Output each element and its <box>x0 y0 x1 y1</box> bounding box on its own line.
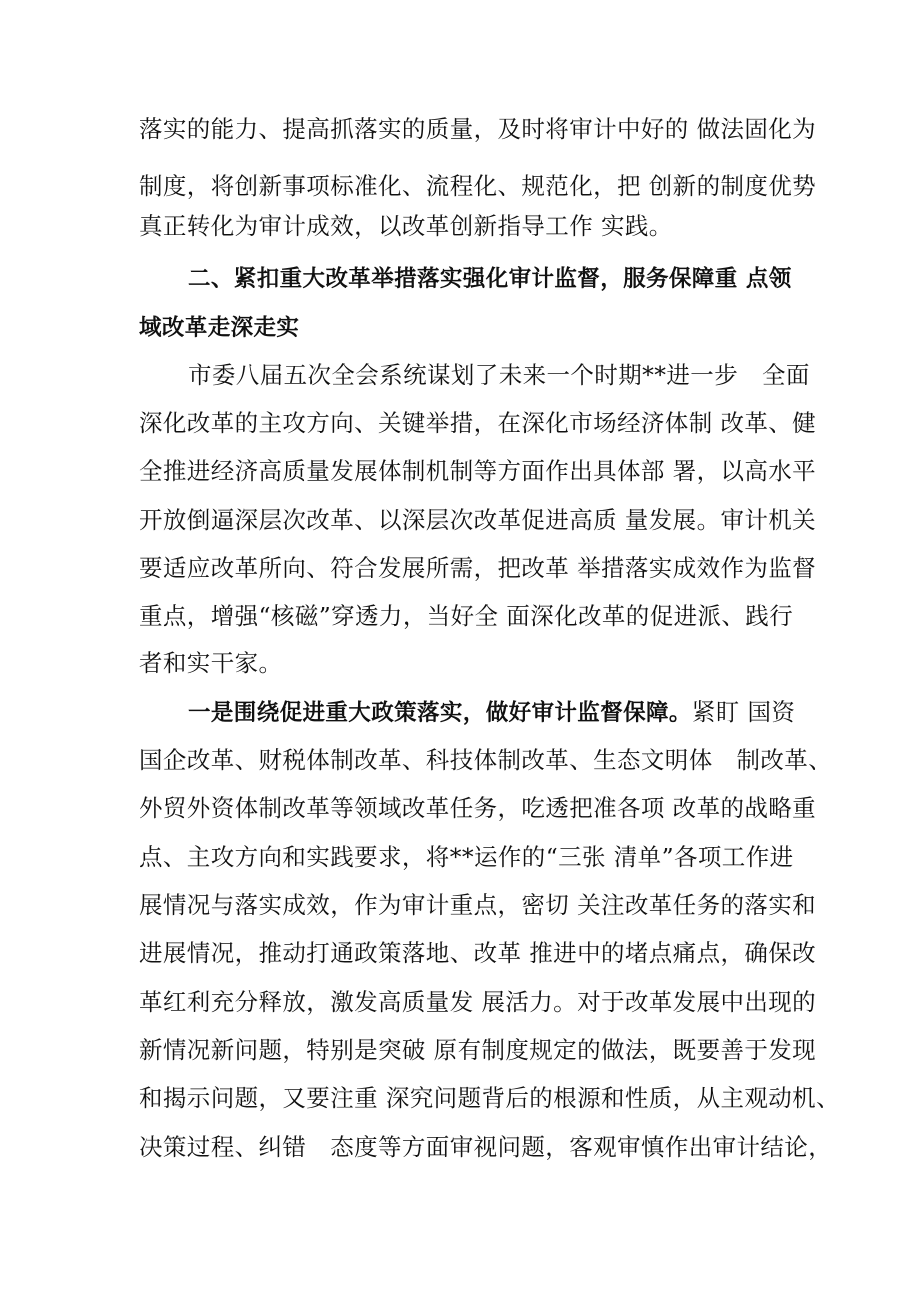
body-text-line: 革红利充分释放，激发高质量发 展活力。对于改革发展中出现的 <box>139 988 817 1016</box>
paragraph-lead-rest: 紧盯 国资 <box>691 698 796 726</box>
body-text-line: 者和实干家。 <box>139 649 283 677</box>
section-heading-line: 二、紧扣重大改革举措落实强化审计监督，服务保障重 点领 <box>188 266 792 292</box>
section-heading-line: 域改革走深走实 <box>139 315 300 341</box>
body-text-line: 落实的能力、提高抓落实的质量，及时将审计中好的 做法固化为 <box>139 115 817 143</box>
body-text-line: 和揭示问题，又要注重 深究问题背后的根源和性质，从主观动机、 <box>139 1084 840 1112</box>
paragraph-lead-bold: 一是围绕促进重大政策落实，做好审计监督保障。 <box>188 700 692 726</box>
body-text-line: 全推进经济高质量发展体制机制等方面作出具体部 署，以高水平 <box>139 457 817 485</box>
body-text-line: 国企改革、财税体制改革、科技体制改革、生态文明体 制改革、 <box>139 746 833 774</box>
body-text-line: 真正转化为审计成效，以改革创新指导工作 实践。 <box>139 212 673 240</box>
body-text-line: 要适应改革所向、符合发展所需，把改革 举措落实成效作为监督 <box>139 554 817 582</box>
body-text-line: 点、主攻方向和实践要求，将**运作的“三张 清单”各项工作进 <box>139 843 794 871</box>
body-text-line: 决策过程、纠错 态度等方面审视问题，客观审慎作出审计结论， <box>139 1133 833 1161</box>
body-text-line: 外贸外资体制改革等领域改革任务，吃透把准各项 改革的战略重 <box>139 794 817 822</box>
body-text-line: 新情况新问题，特别是突破 原有制度规定的做法，既要善于发现 <box>139 1036 817 1064</box>
body-text-line: 重点，增强“核磁”穿透力，当好全 面深化改革的促进派、践行 <box>139 602 794 630</box>
paragraph-lead-line <box>188 697 920 728</box>
body-text-line: 制度，将创新事项标准化、流程化、规范化，把 创新的制度优势 <box>139 172 817 200</box>
body-text-line: 深化改革的主攻方向、关键举措，在深化市场经济体制 改革、健 <box>139 409 817 437</box>
body-text-line: 开放倒逼深层次改革、以深层次改革促进高质 量发展。审计机关 <box>139 506 817 534</box>
body-text-line: 展情况与落实成效，作为审计重点，密切 关注改革任务的落实和 <box>139 891 817 919</box>
body-text-line: 进展情况，推动打通政策落地、改革 推进中的堵点痛点，确保改 <box>139 939 817 967</box>
body-text-line: 市委八届五次全会系统谋划了未来一个时期**进一步 全面 <box>188 361 810 389</box>
